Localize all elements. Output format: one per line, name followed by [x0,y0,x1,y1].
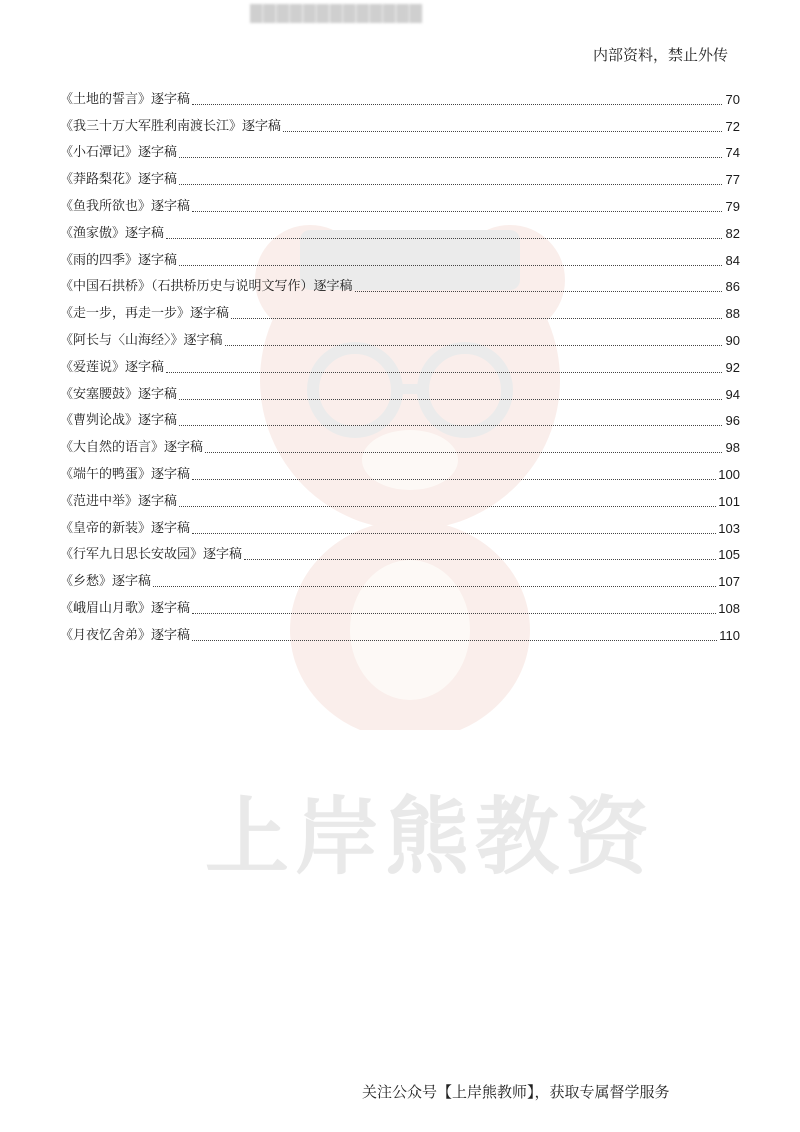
toc-entry-page-number: 108 [718,600,740,616]
toc-leader-dots [179,399,722,400]
toc-entry-page-number: 100 [718,466,740,482]
toc-entry[interactable] [60,109,740,136]
toc-entry[interactable] [60,189,740,216]
toc-leader-dots [179,184,722,185]
toc-entry[interactable] [60,430,740,457]
toc-entry-title: 《乡愁》逐字稿 [60,574,152,590]
toc-leader-dots [179,265,722,266]
confidential-notice: 内部资料，禁止外传 [592,46,728,64]
toc-entry-page-number: 105 [718,547,740,563]
toc-leader-dots [225,345,722,346]
toc-entry[interactable] [60,457,740,484]
toc-entry-page-number: 90 [725,332,740,348]
toc-entry[interactable] [60,484,740,511]
toc-entry-title: 《鱼我所欲也》逐字稿 [60,198,191,214]
toc-entry[interactable] [60,591,740,618]
toc-entry-page-number: 86 [725,279,740,295]
toc-leader-dots [192,613,716,614]
toc-leader-dots [192,211,722,212]
toc-entry-title: 《土地的誓言》逐字稿 [60,91,191,107]
toc-entry-page-number: 79 [725,198,740,214]
toc-entry-title: 《小石潭记》逐字稿 [60,145,178,161]
toc-leader-dots [166,372,722,373]
toc-entry-title: 《大自然的语言》逐字稿 [60,440,204,456]
toc-entry-page-number: 74 [725,145,740,161]
toc-entry-page-number: 103 [718,520,740,536]
blurred-header-text: █████████████ [250,4,423,23]
toc-leader-dots [205,452,722,453]
toc-leader-dots [231,318,722,319]
toc-entry-title: 《雨的四季》逐字稿 [60,252,178,268]
footer-promo-text: 关注公众号【上岸熊教师】，获取专属督学服务 [362,1083,670,1101]
toc-entry-title: 《阿长与〈山海经〉》逐字稿 [60,332,223,348]
toc-entry[interactable] [60,270,740,297]
toc-entry-title: 《爱莲说》逐字稿 [60,359,165,375]
toc-entry-page-number: 94 [725,386,740,402]
toc-entry-page-number: 77 [725,172,740,188]
toc-entry-page-number: 96 [725,413,740,429]
toc-entry-page-number: 84 [725,252,740,268]
watermark-brand-text: 上岸熊教资 [204,788,655,886]
toc-entry[interactable] [60,243,740,270]
toc-leader-dots [283,131,722,132]
toc-entry-title: 《安塞腰鼓》逐字稿 [60,386,178,402]
toc-leader-dots [153,586,716,587]
toc-entry-title: 《月夜忆舍弟》逐字稿 [60,627,191,643]
toc-entry-title: 《莽路梨花》逐字稿 [60,172,178,188]
toc-entry-title: 《皇帝的新装》逐字稿 [60,520,191,536]
toc-leader-dots [179,157,722,158]
toc-entry-page-number: 82 [725,225,740,241]
table-of-contents [60,82,740,645]
toc-entry-title: 《中国石拱桥》（石拱桥历史与说明文写作）逐字稿 [60,279,353,295]
toc-leader-dots [179,506,716,507]
toc-entry-page-number: 72 [725,118,740,134]
toc-entry[interactable] [60,82,740,109]
toc-entry-page-number: 92 [725,359,740,375]
toc-entry-page-number: 98 [725,440,740,456]
toc-entry[interactable] [60,377,740,404]
toc-entry-title: 《渔家傲》逐字稿 [60,225,165,241]
toc-entry-page-number: 110 [719,627,740,643]
toc-entry-title: 《走一步，再走一步》逐字稿 [60,306,230,322]
toc-entry[interactable] [60,538,740,565]
toc-leader-dots [166,238,722,239]
toc-entry[interactable] [60,511,740,538]
toc-entry[interactable] [60,216,740,243]
toc-entry-page-number: 107 [718,574,740,590]
toc-entry-title: 《范进中举》逐字稿 [60,493,178,509]
toc-entry-title: 《端午的鸭蛋》逐字稿 [60,466,191,482]
toc-leader-dots [244,559,716,560]
toc-leader-dots [192,479,716,480]
toc-entry-title: 《峨眉山月歌》逐字稿 [60,600,191,616]
toc-entry[interactable] [60,404,740,431]
toc-leader-dots [192,104,722,105]
toc-entry[interactable] [60,296,740,323]
toc-leader-dots [179,425,722,426]
toc-entry-page-number: 70 [725,91,740,107]
toc-leader-dots [355,291,722,292]
toc-leader-dots [192,533,716,534]
toc-entry[interactable] [60,618,740,645]
toc-entry[interactable] [60,323,740,350]
toc-entry-title: 《我三十万大军胜利南渡长江》逐字稿 [60,118,282,134]
toc-entry-title: 《曹刿论战》逐字稿 [60,413,178,429]
toc-leader-dots [192,640,717,641]
toc-entry-title: 《行军九日思长安故园》逐字稿 [60,547,243,563]
toc-entry-page-number: 101 [718,493,740,509]
toc-entry[interactable] [60,136,740,163]
toc-entry[interactable] [60,162,740,189]
toc-entry-page-number: 88 [725,306,740,322]
toc-entry[interactable] [60,350,740,377]
toc-entry[interactable] [60,564,740,591]
